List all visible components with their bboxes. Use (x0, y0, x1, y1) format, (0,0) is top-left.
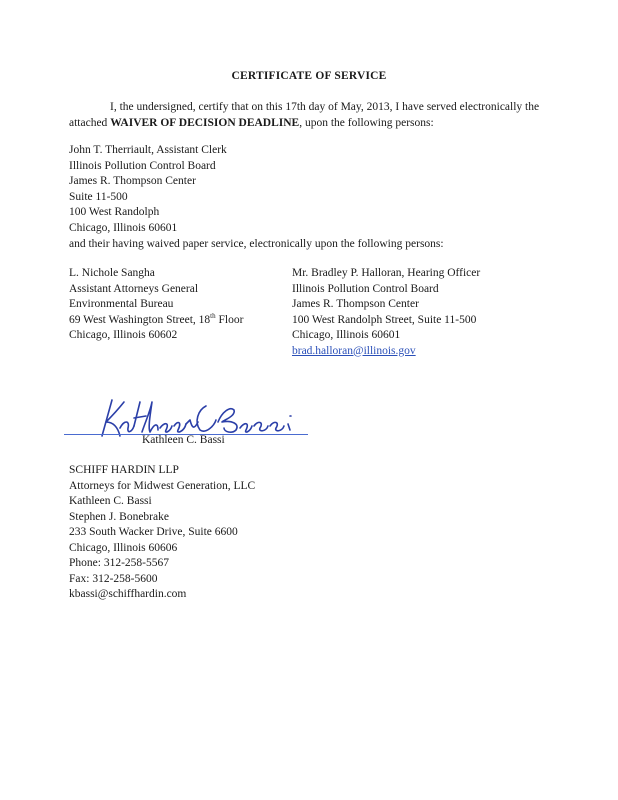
address-line: James R. Thompson Center (69, 175, 196, 187)
firm-contact-block (69, 463, 255, 603)
firm-line: SCHIFF HARDIN LLP (69, 464, 179, 476)
firm-email: kbassi@schiffhardin.com (69, 588, 187, 600)
firm-line: Chicago, Illinois 60606 (69, 541, 178, 554)
intro-paragraph (69, 100, 559, 131)
left-recipient-address (69, 266, 243, 344)
document-title: CERTIFICATE OF SERVICE (231, 70, 387, 82)
firm-line: Fax: 312-258-5600 (69, 572, 158, 585)
firm-line: Attorneys for Midwest Generation, LLC (69, 479, 256, 492)
address-line: Mr. Bradley P. Halloran, Hearing Officer (292, 267, 481, 279)
waiver-statement: and their having waived paper service, electronically upon the following persons: (69, 238, 444, 250)
address-line: Assistant Attorneys General (69, 282, 199, 295)
firm-line: Stephen J. Bonebrake (69, 510, 169, 523)
firm-line: Kathleen C. Bassi (69, 495, 152, 507)
address-line: 100 West Randolph Street, Suite 11-500 (292, 313, 477, 326)
email-link[interactable]: brad.halloran@illinois.gov (292, 344, 416, 357)
address-line: Chicago, Illinois 60602 (69, 329, 178, 341)
primary-recipient-address (69, 143, 227, 236)
signature-block (64, 396, 314, 456)
address-line: Suite 11-500 (69, 190, 128, 203)
address-line: L. Nichole Sangha (69, 267, 155, 279)
firm-line: Phone: 312-258-5567 (69, 557, 169, 569)
firm-line: 233 South Wacker Drive, Suite 6600 (69, 526, 238, 538)
address-line-street: 69 West Washington Street, 18th Floor (69, 311, 244, 326)
document-name: WAIVER OF DECISION DEADLINE (110, 116, 300, 129)
address-line: Chicago, Illinois 60601 (292, 329, 401, 341)
address-line: Illinois Pollution Control Board (292, 282, 439, 295)
intro-text-post: , upon the following persons: (299, 116, 434, 129)
address-line: Illinois Pollution Control Board (69, 159, 216, 172)
address-line: John T. Therriault, Assistant Clerk (69, 144, 227, 156)
address-line: James R. Thompson Center (292, 298, 419, 310)
address-line: Environmental Bureau (69, 298, 174, 310)
signer-name: Kathleen C. Bassi (142, 434, 225, 446)
intro-text-pre: I, the undersigned, certify that on this 17th day of May, 2013, I have served electronically the attached (69, 101, 540, 129)
address-line: 100 West Randolph (69, 206, 160, 218)
address-line: Chicago, Illinois 60601 (69, 221, 178, 234)
right-recipient-address (292, 266, 480, 359)
